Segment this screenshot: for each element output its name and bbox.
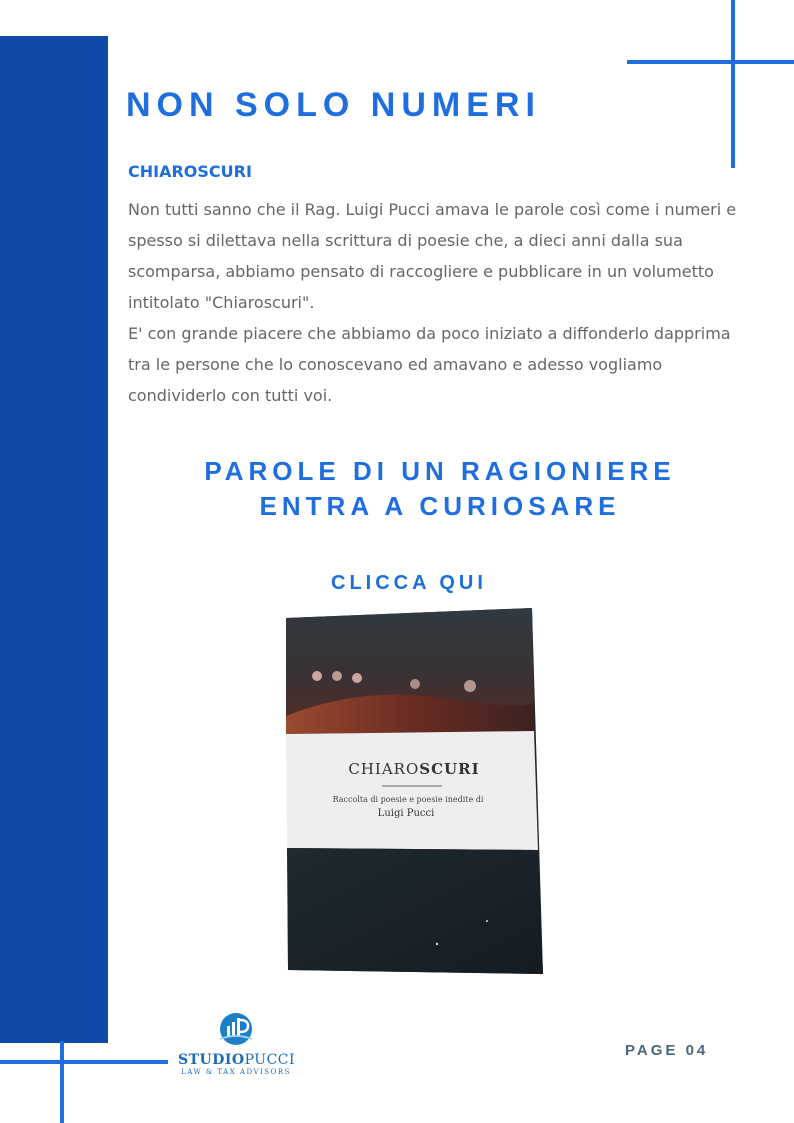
book-title: CHIAROSCURI	[348, 760, 480, 778]
logo-tagline: LAW & TAX ADVISORS	[181, 1068, 291, 1076]
page-title: NON SOLO NUMERI	[126, 86, 541, 124]
logo-name: STUDIOPUCCI	[178, 1052, 296, 1068]
book-author: Luigi Pucci	[377, 808, 435, 819]
paragraph: Non tutti sanno che il Rag. Luigi Pucci amava le parole così come i numeri e spesso si dilettava nella scrittura di poesie che, a dieci anni dalla sua scomparsa, abbiamo pensato di raccogliere e pubblicare in un volumetto intitolato "Chiaroscuri".	[128, 200, 737, 312]
book-subtitle: Raccolta di poesie e poesie inedite di	[332, 795, 484, 804]
book-cover-image[interactable]	[282, 606, 552, 980]
paragraph: E' con grande piacere che abbiamo da poco iniziato a diffonderlo dapprima tra le persone che lo conoscevano ed amavano e adesso vogliamo condividerlo con tutti voi.	[128, 324, 731, 405]
decor-line-vertical-top	[731, 0, 735, 168]
page-number: PAGE 04	[625, 1042, 709, 1059]
promo-subheading: ENTRA A CURIOSARE	[259, 491, 621, 521]
sidebar-band	[0, 36, 108, 1043]
body-text	[128, 194, 748, 411]
logo-emblem-icon	[218, 1012, 254, 1046]
decor-line-horizontal-bottom	[0, 1060, 168, 1064]
studio-pucci-logo	[178, 1012, 294, 1076]
section-title: CHIAROSCURI	[128, 162, 252, 181]
click-here-link[interactable]: CLICCA QUI	[331, 572, 487, 594]
decor-line-horizontal-top	[627, 60, 794, 64]
book-title-band	[286, 731, 538, 850]
decor-line-vertical-bottom	[60, 1041, 64, 1123]
book-bottom-photo	[287, 848, 543, 974]
promo-heading: PAROLE DI UN RAGIONIERE	[204, 456, 676, 486]
